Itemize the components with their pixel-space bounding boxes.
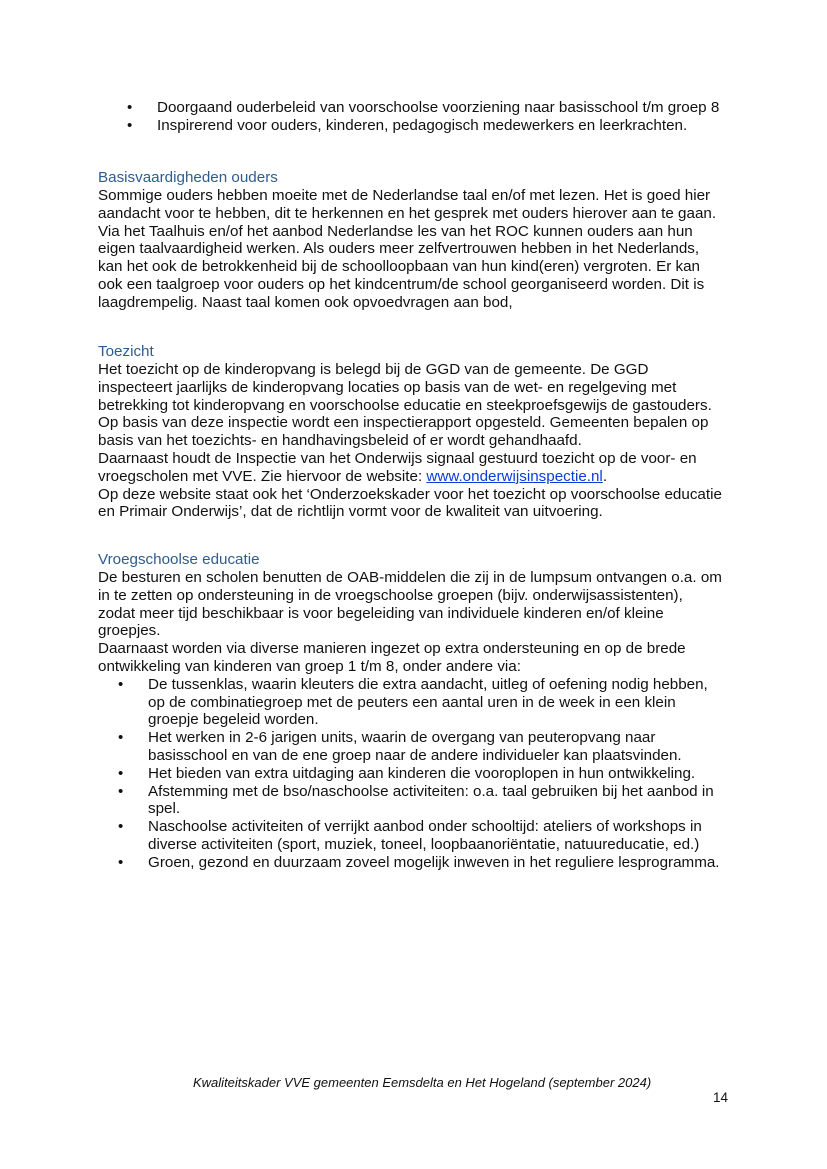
onderwijsinspectie-link[interactable]: www.onderwijsinspectie.nl bbox=[426, 467, 603, 485]
bullet-icon: • bbox=[127, 116, 133, 134]
paragraph: De besturen en scholen benutten de OAB-middelen die zij in de lumpsum ontvangen o.a. om in te zetten op ondersteuning in de vroegschoolse groepen (bijv. onderwijsassistenten), zodat meer tijd beschikbaar is voor begeleiding van individuele kinderen en/of kleine groepjes. Daarnaast worden via diverse manieren ingezet op extra ondersteuning en op de brede ontwikkeling van kinderen van groep 1 t/m 8, onder andere via: bbox=[98, 569, 722, 675]
section-heading: Basisvaardigheden ouders bbox=[98, 169, 278, 186]
bullet-icon: • bbox=[118, 729, 124, 747]
section-heading: Vroegschoolse educatie bbox=[98, 551, 260, 568]
list-item: • Afstemming met de bso/naschoolse activiteiten: o.a. taal gebruiken bij het aanbod in spel. bbox=[118, 782, 714, 818]
list-item: • Het werken in 2-6 jarigen units, waarin de overgang van peuteropvang naar basisschool en van de ene groep naar de andere individueler kan plaatsvinden. bbox=[118, 729, 682, 764]
top-bullet-list bbox=[127, 99, 797, 135]
footer-text: Kwaliteitskader VVE gemeenten Eemsdelta en Het Hogeland (september 2024) bbox=[193, 1075, 652, 1090]
section-toezicht bbox=[98, 343, 738, 521]
page-number: 14 bbox=[713, 1090, 729, 1105]
bullet-icon: • bbox=[118, 764, 124, 782]
paragraph: Het toezicht op de kinderopvang is belegd bij de GGD van de gemeente. De GGD inspecteert jaarlijks de kinderopvang locaties op basis van de wet- en regelgeving met betrekking tot kinderopvang en voorschoolse educatie en steekproefsgewijs de gastouders. Op basis van deze inspectie wordt een inspectierapport opgesteld. Gemeenten bepalen op basis van het toezichts- en handhavingsbeleid of er wordt gehandhaafd. Daarnaast houdt de Inspectie van het Onderwijs signaal gestuurd toezicht op de voor- en vroegscholen met VVE. Zie hiervoor de website: www.onderwijsinspectie.nl. Op deze website staat ook het ‘Onderzoekskader voor het toezicht op voorschoolse educatie en Primair Onderwijs’, dat de richtlijn vormt voor de kwaliteit van uitvoering. bbox=[98, 361, 722, 521]
bullet-icon: • bbox=[118, 782, 124, 800]
list-item: • De tussenklas, waarin kleuters die extra aandacht, uitleg of oefening nodig hebben, op de combinatiegroep met de peuters een aantal uren in de week in een klein groepje begeleid worden. bbox=[118, 675, 708, 729]
list-item: • Groen, gezond en duurzaam zoveel mogelijk inweven in het reguliere lesprogramma. bbox=[118, 853, 720, 871]
paragraph: Sommige ouders hebben moeite met de Nederlandse taal en/of met lezen. Het is goed hier aandacht voor te hebben, dit te herkennen en het gesprek met ouders hierover aan te gaan. Via het Taalhuis en/of het aanbod Nederlandse les van het ROC kunnen ouders aan hun eigen taalvaardigheid werken. Als ouders meer zelfvertrouwen hebben in het Nederlands, kan het ook de betrokkenheid bij de schoolloopbaan van hun kind(eren) vergroten. Er kan ook een taalgroep voor ouders op het kindcentrum/de school georganiseerd worden. Dit is laagdrempelig. Naast taal komen ook opvoedvragen aan bod, bbox=[98, 187, 717, 311]
vroegschoolse-bullet-list bbox=[118, 675, 748, 872]
bullet-icon: • bbox=[118, 853, 124, 871]
list-item: • Inspirerend voor ouders, kinderen, pedagogisch medewerkers en leerkrachten. bbox=[127, 116, 688, 134]
bullet-icon: • bbox=[127, 99, 133, 116]
bullet-icon: • bbox=[118, 675, 124, 693]
list-item: • Het bieden van extra uitdaging aan kinderen die vooroplopen in hun ontwikkeling. bbox=[118, 764, 696, 782]
section-heading: Toezicht bbox=[98, 343, 154, 360]
section-vroegschoolse-educatie bbox=[98, 551, 738, 872]
list-item: • Doorgaand ouderbeleid van voorschoolse voorziening naar basisschool t/m groep 8 bbox=[127, 99, 720, 116]
list-item: • Naschoolse activiteiten of verrijkt aanbod onder schooltijd: ateliers of workshops in diverse activiteiten (sport, muziek, toneel, loopbaanoriëntatie, natuureducatie, ed.) bbox=[118, 818, 702, 853]
bullet-icon: • bbox=[118, 818, 124, 836]
section-basisvaardigheden bbox=[98, 169, 738, 312]
